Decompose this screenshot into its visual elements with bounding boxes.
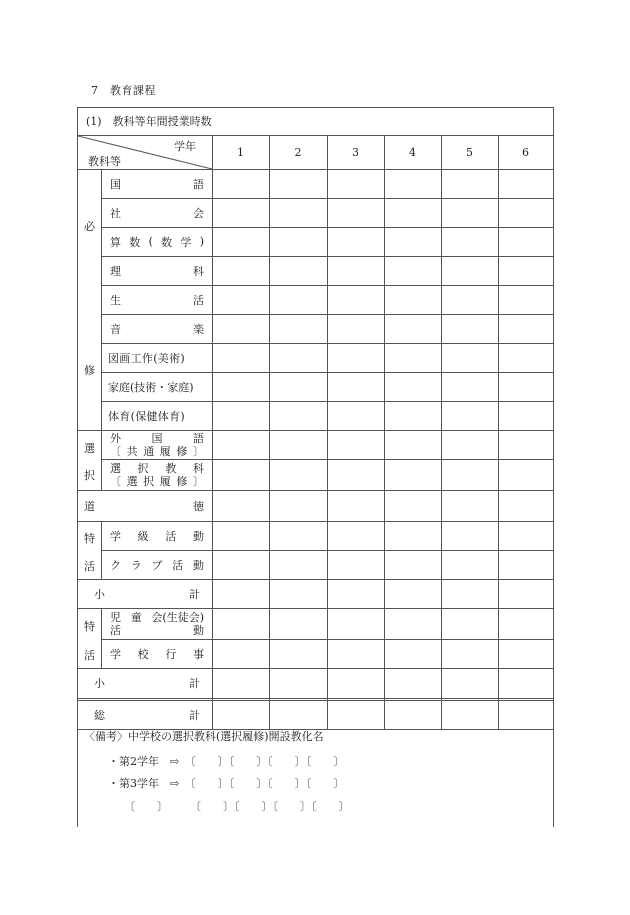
cell-text: 科 [193,264,204,278]
row-shakai [101,198,212,227]
cell-text: 修 [176,474,188,488]
row-kokugo [101,169,212,198]
cell-text: ク [110,558,121,572]
grid-line [78,698,553,701]
grade-5-header: 5 [466,146,473,159]
grid-line [78,169,553,170]
grid-line [384,136,385,729]
row-club [101,550,212,579]
grid-line [498,136,499,729]
grade-2-header: 2 [294,146,302,159]
row-gakkyu [101,521,212,550]
grid-line [78,521,553,522]
cell-text: 行 [165,647,177,661]
header-subject-label: 教科等 [88,155,121,168]
cell-text: 生 [110,293,121,307]
cell-text: 動 [192,529,204,543]
grid-line [212,136,213,729]
cell-text: 会 [193,206,204,220]
row-ongaku [101,314,212,343]
grid-line [101,521,102,579]
cell-text: ) [199,235,204,248]
cell-text: 語 [193,431,204,445]
group-special1-top: 特 [84,532,95,545]
cell-text: 教 [165,461,177,475]
grid-line [78,608,553,609]
cell-text: 社 [110,206,121,220]
grid-line [78,668,553,669]
cell-text: 活 [193,293,204,307]
cell-text: 国 [151,431,163,445]
grid-line [78,490,553,491]
group-special2-bottom: 活 [84,649,95,662]
row-gaikoku [101,430,212,459]
grid-line [269,136,270,729]
group-required-top: 必 [84,220,95,233]
group-special1-bottom: 活 [84,560,95,573]
cell-text: 履 [159,444,171,458]
cell-text: 修 [176,444,188,458]
row-gakko [101,639,212,668]
cell-text: 共 [126,444,138,458]
cell-text: 小 [94,587,105,601]
cell-text: 道 [84,499,95,513]
section-title: 7 教育課程 [91,84,156,97]
cell-text: 選 [126,474,138,488]
row-dotoku [78,490,212,521]
grid-line [441,136,442,729]
cell-text: 音 [110,322,121,336]
cell-text: 算 [110,235,121,249]
cell-text: 小 [94,677,105,690]
cell-text: 徳 [193,499,204,513]
cell-text: 国 [110,177,121,191]
grid-line [78,430,553,431]
cell-text: 履 [159,474,171,488]
notes-grade-3: ・第3学年 ⇨ 〔 〕〔 〕〔 〕〔 〕 [108,777,345,790]
grade-1-header: 1 [237,146,244,159]
group-special2-top: 特 [84,620,95,633]
curriculum-box [77,107,554,827]
cell-text: 通 [143,444,155,458]
grid-line [78,579,553,580]
cell-text: 外 [110,431,121,445]
cell-text: ブ [151,558,163,572]
cell-text: 動 [193,623,204,637]
cell-text: 活 [110,623,121,637]
row-rika [101,256,212,285]
cell-text: 活 [165,529,177,543]
cell-text: 学 [110,529,121,543]
cell-text: 計 [189,587,200,601]
cell-text: 〔 [110,474,121,488]
cell-text: 会(生徒会) [151,610,204,624]
cell-text: ラ [130,558,142,572]
cell-text: 数 [161,235,173,249]
cell-text: 活 [172,558,184,572]
notes-grade-2: ・第2学年 ⇨ 〔 〕〔 〕〔 〕〔 〕 [108,755,345,768]
cell-text: 動 [193,558,204,572]
cell-text: 数 [129,235,141,249]
cell-text: 択 [143,474,155,488]
grade-6-header: 6 [522,146,529,159]
cell-text: 理 [110,264,121,278]
cell-text: 〔 [110,444,121,458]
cell-text: ( [148,235,153,248]
table-subtitle: (1) 教科等年間授業時数 [78,108,553,136]
cell-text: 〕 [192,474,204,488]
group-required-bottom: 修 [84,364,95,377]
cell-text: 総 [94,708,105,722]
row-sentaku [101,459,212,490]
cell-text: 計 [189,677,200,690]
group-elective-top: 選 [84,442,95,455]
cell-text: 楽 [193,322,204,336]
row-shokei-2 [78,668,212,698]
row-seikatsu [101,285,212,314]
cell-text: 〕 [192,444,204,458]
grid-line [101,608,102,668]
row-zuga: 図画工作(美術) [108,351,185,365]
cell-text: 事 [192,647,204,661]
notes-extra: 〔 〕 〔 〕〔 〕〔 〕〔 〕 [124,800,350,813]
row-taiiku: 体育(保健体育) [108,409,185,423]
cell-text: 校 [137,647,149,661]
cell-text: 択 [137,461,149,475]
cell-text: 児 [110,610,121,624]
group-elective-bottom: 択 [84,469,95,482]
notes-title: 〈備考〉中学校の選択教科(選択履修)開設教化名 [84,730,324,743]
cell-text: 学 [110,647,121,661]
grade-3-header: 3 [352,146,359,159]
cell-text: 計 [189,708,200,722]
row-sansu [101,227,212,256]
header-grade-label: 学年 [174,140,196,153]
row-sokei [78,700,212,729]
cell-text: 語 [193,177,204,191]
row-jidokai [101,608,212,639]
cell-text: 選 [110,461,121,475]
cell-text: 科 [192,461,204,475]
cell-text: 童 [130,610,142,624]
cell-text: 級 [137,529,149,543]
grid-line [101,169,102,490]
cell-text: 学 [180,235,192,249]
grade-4-header: 4 [409,146,416,159]
row-shokei-1 [78,579,212,608]
row-katei: 家庭(技術・家庭) [108,380,194,394]
grid-line [327,136,328,729]
